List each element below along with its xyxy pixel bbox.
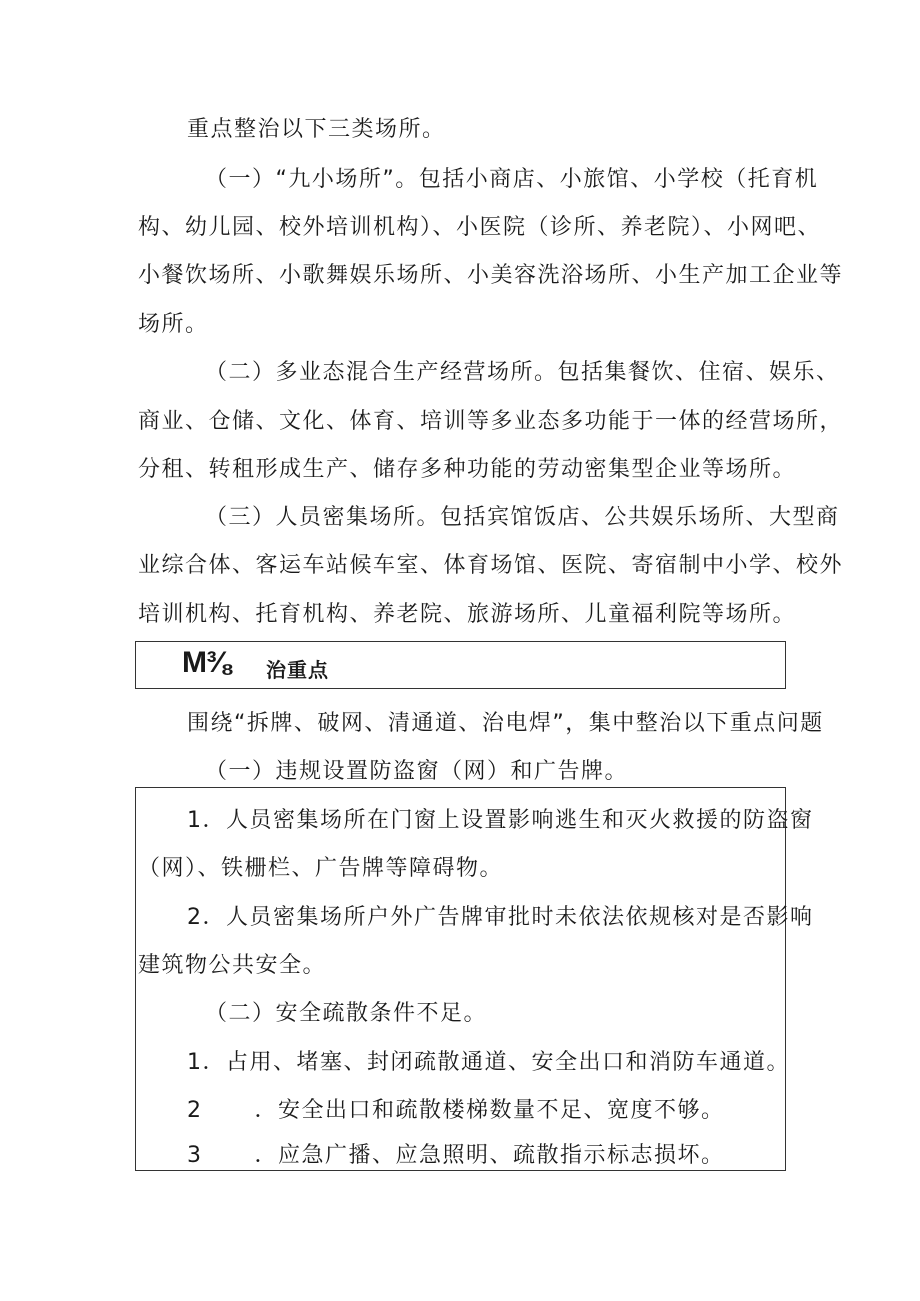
- list-item-line: 1．占用、堵塞、封闭疏散通道、安全出口和消防车通道。: [187, 1050, 790, 1075]
- list-item-line: （网）、铁栅栏、广告牌等障碍物。: [138, 856, 504, 881]
- problem-title: （一）违规设置防盗窗（网）和广告牌。: [205, 759, 629, 784]
- list-item-line: [187, 1141, 725, 1171]
- category-line: 场所。: [138, 312, 209, 337]
- section-heading-text: 治重点: [266, 658, 329, 682]
- list-item-number: 2: [187, 1098, 203, 1123]
- list-item-number: 3: [187, 1143, 203, 1168]
- list-item-line: 建筑物公共安全。: [138, 953, 327, 978]
- category-line: （三）人员密集场所。包括宾馆饭店、公共娱乐场所、大型商: [205, 505, 840, 530]
- list-item-line: 2．人员密集场所户外广告牌审批时未依法依规核对是否影响: [187, 905, 814, 930]
- category-line: 培训机构、托育机构、养老院、旅游场所、儿童福利院等场所。: [138, 602, 797, 627]
- category-line: （一）“九小场所”。包括小商店、小旅馆、小学校（托育机: [205, 167, 819, 192]
- list-item-line: 1．人员密集场所在门窗上设置影响逃生和灭火救援的防盗窗: [187, 808, 814, 833]
- category-line: 小餐饮场所、小歌舞娱乐场所、小美容洗浴场所、小生产加工企业等: [138, 263, 844, 288]
- focus-intro: 围绕“拆牌、破网、清通道、治电焊”，集中整治以下重点问题: [187, 711, 824, 736]
- problem-title: （二）安全疏散条件不足。: [205, 1001, 488, 1026]
- category-line: 商业、仓储、文化、体育、培训等多业态多功能于一体的经营场所，: [138, 409, 844, 434]
- category-line: 业综合体、客运车站候车室、体育场馆、医院、寄宿制中小学、校外: [138, 553, 844, 578]
- section-heading-box: [135, 641, 786, 689]
- section-heading-glyph: M⅜: [182, 646, 231, 679]
- list-item-line: [187, 1096, 725, 1126]
- intro-paragraph: 重点整治以下三类场所。: [187, 117, 446, 142]
- list-item-text: ．应急广播、应急照明、疏散指示标志损坏。: [254, 1143, 725, 1168]
- category-line: （二）多业态混合生产经营场所。包括集餐饮、住宿、娱乐、: [205, 360, 840, 385]
- category-line: 构、幼儿园、校外培训机构）、小医院（诊所、养老院）、小网吧、: [138, 215, 822, 240]
- category-line: 分租、转租形成生产、储存多种功能的劳动密集型企业等场所。: [138, 457, 797, 482]
- list-item-text: ．安全出口和疏散楼梯数量不足、宽度不够。: [254, 1098, 725, 1123]
